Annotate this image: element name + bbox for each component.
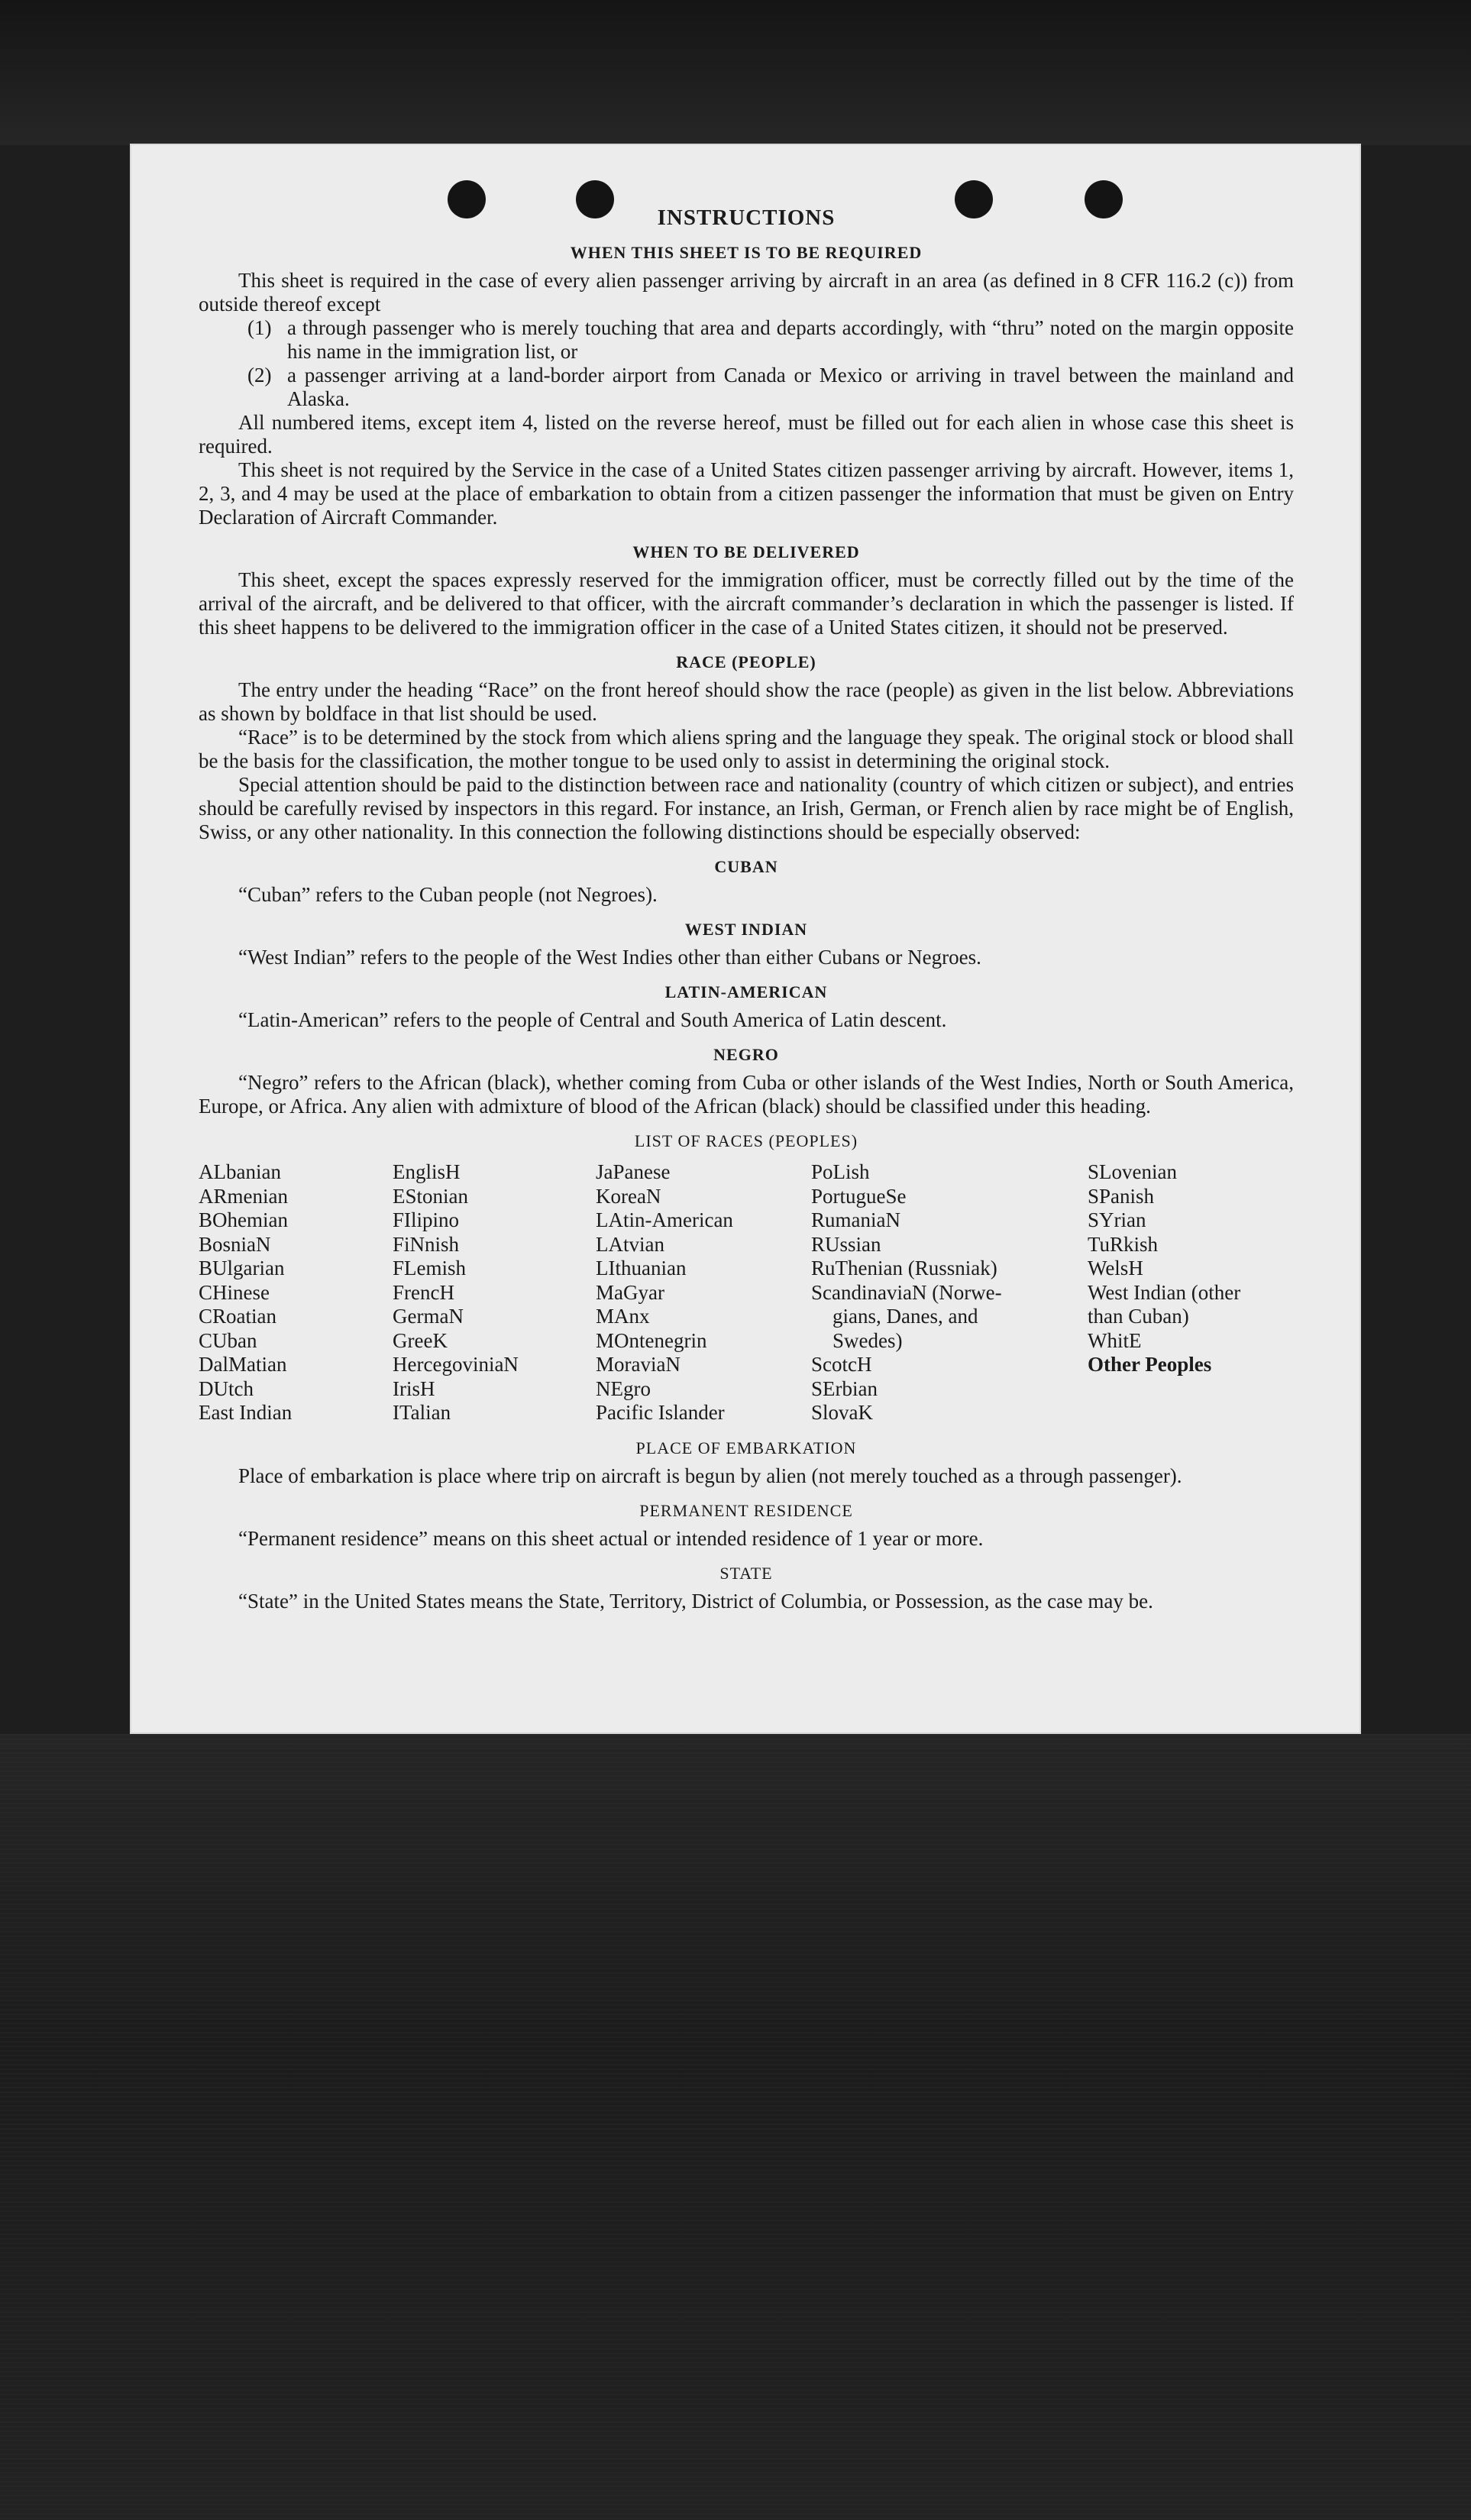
race-entry: than Cuban) (1088, 1305, 1189, 1328)
item-number: (1) (247, 316, 272, 339)
paragraph: “Permanent residence” means on this sheet actual or intended residence of 1 year or more. (238, 1526, 984, 1550)
race-entry: Swedes) (832, 1328, 903, 1352)
paragraph: “Negro” refers to the African (black), whether coming from Cuba or other islands of the West Indies, North or South America, Europe, or Africa. Any alien with admixture of blood of the African (black) should be classified under this heading. (199, 1071, 1294, 1118)
race-entry: ITalian (393, 1401, 451, 1424)
item-text: a through passenger who is merely touching that area and departs accordingly, with “thru” noted on the margin opposite his name in the immigration list, or (287, 316, 1294, 363)
race-column (811, 1160, 1088, 1425)
race-entry: ScotcH (811, 1353, 872, 1376)
page-title: INSTRUCTIONS (657, 205, 836, 230)
race-entry: Other Peoples (1088, 1353, 1212, 1376)
film-margin-top (0, 0, 1471, 145)
section-heading: WHEN TO BE DELIVERED (632, 542, 860, 561)
race-entry: LAtvian (596, 1232, 664, 1256)
race-entry: FrencH (393, 1280, 454, 1304)
race-entry: BUlgarian (199, 1257, 285, 1279)
film-margin-bottom (0, 1734, 1471, 2520)
section-heading: LATIN-AMERICAN (664, 982, 828, 1001)
race-entry: GermaN (393, 1305, 464, 1328)
paragraph: All numbered items, except item 4, listed on the reverse hereof, must be filled out for each alien in whose case this sheet is required. (199, 411, 1294, 458)
race-entry: RUssian (811, 1232, 881, 1256)
race-entry: WelsH (1088, 1257, 1143, 1279)
race-entry: SlovaK (811, 1401, 873, 1424)
race-entry: ARmenian (199, 1184, 288, 1208)
race-entry: KoreaN (596, 1184, 661, 1208)
section-heading: PERMANENT RESIDENCE (639, 1500, 853, 1520)
race-entry: MAnx (596, 1305, 650, 1328)
race-entry: CUban (199, 1328, 257, 1352)
item-number: (2) (247, 364, 272, 387)
race-entry: TuRkish (1088, 1232, 1159, 1256)
race-column (596, 1160, 811, 1425)
race-entry: MaGyar (596, 1280, 664, 1304)
race-entry: MoraviaN (596, 1353, 681, 1376)
race-entry: PoLish (811, 1160, 870, 1183)
paragraph: “West Indian” refers to the people of the West Indies other than either Cubans or Negroes. (238, 946, 981, 969)
section-heading: STATE (719, 1563, 773, 1583)
list-item (247, 316, 1294, 364)
section-heading: WHEN THIS SHEET IS TO BE REQUIRED (570, 243, 923, 262)
race-list (199, 1160, 1294, 1425)
race-entry: JaPanese (596, 1160, 671, 1183)
paragraph: This sheet is not required by the Service in the case of a United States citizen passenger arriving by aircraft. However, items 1, 2, 3, and 4 may be used at the place of embarkation to obtain from a citizen passenger the information that must be given on Entry Declaration of Aircraft Commander. (199, 458, 1294, 529)
race-entry: SPanish (1088, 1184, 1155, 1208)
section-heading: CUBAN (714, 857, 778, 876)
race-entry: SErbian (811, 1376, 878, 1400)
paragraph: This sheet, except the spaces expressly reserved for the immigration officer, must be correctly filled out by the time of the arrival of the aircraft, and be delivered to that officer, with the aircraft commander’s declaration in which the passenger is listed. If this sheet happens to be delivered to the immigration officer in the case of a United States citizen, it should not be preserved. (199, 568, 1294, 639)
race-entry: SLovenian (1088, 1160, 1177, 1183)
race-column (393, 1160, 596, 1425)
race-entry: East Indian (199, 1401, 293, 1424)
race-entry: PortugueSe (811, 1184, 907, 1208)
race-entry: WhitE (1088, 1328, 1142, 1352)
race-entry: NEgro (596, 1376, 651, 1400)
race-entry: HercegoviniaN (393, 1353, 519, 1376)
section-heading: PLACE OF EMBARKATION (635, 1438, 857, 1457)
race-entry: MOntenegrin (596, 1328, 707, 1352)
paragraph: This sheet is required in the case of every alien passenger arriving by aircraft in an area (as defined in 8 CFR 116.2 (c)) from outside thereof except (199, 269, 1294, 315)
paragraph: “State” in the United States means the State, Territory, District of Columbia, or Possession, as the case may be. (238, 1589, 1153, 1613)
race-entry: LAtin-American (596, 1208, 733, 1231)
race-entry: FIlipino (393, 1208, 460, 1231)
section-heading: NEGRO (713, 1045, 779, 1064)
race-entry: EStonian (393, 1184, 468, 1208)
paragraph: The entry under the heading “Race” on the front hereof should show the race (people) as given in the list below. Abbreviations as shown by boldface in that list should be used. (199, 678, 1294, 725)
race-entry: BOhemian (199, 1208, 288, 1231)
race-entry: Pacific Islander (596, 1401, 725, 1424)
paragraph: “Cuban” refers to the Cuban people (not Negroes). (238, 883, 658, 906)
race-entry: FLemish (393, 1257, 467, 1279)
race-entry: ALbanian (199, 1160, 281, 1183)
race-entry: FiNnish (393, 1232, 460, 1256)
race-entry: GreeK (393, 1328, 448, 1352)
paragraph: Place of embarkation is place where trip on aircraft is begun by alien (not merely touched as a through passenger). (238, 1464, 1182, 1487)
race-entry: West Indian (other (1088, 1280, 1241, 1304)
list-item (247, 364, 1294, 411)
race-entry: RumaniaN (811, 1208, 900, 1231)
paragraph: Special attention should be paid to the distinction between race and nationality (country of which citizen or subject), and entries should be carefully revised by inspectors in this regard. For instance, an Irish, German, or French alien by race might be of English, Swiss, or any other nationality. In this connection the following distinctions should be especially observed: (199, 773, 1294, 843)
race-entry: DUtch (199, 1376, 254, 1400)
race-entry: CRoatian (199, 1305, 276, 1328)
race-entry: gians, Danes, and (832, 1305, 978, 1328)
document-body (199, 206, 1294, 1613)
section-heading: RACE (PEOPLE) (676, 652, 816, 671)
section-heading: LIST OF RACES (PEOPLES) (634, 1131, 858, 1150)
race-column (1088, 1160, 1294, 1425)
section-heading: WEST INDIAN (684, 920, 808, 939)
race-column (199, 1160, 393, 1425)
race-entry: LIthuanian (596, 1257, 687, 1279)
item-text: a passenger arriving at a land-border airport from Canada or Mexico or arriving in travel between the mainland and Alaska. (287, 364, 1294, 410)
race-entry: CHinese (199, 1280, 270, 1304)
race-entry: RuThenian (Russniak) (811, 1257, 997, 1279)
race-entry: DalMatian (199, 1353, 287, 1376)
race-entry: IrisH (393, 1376, 435, 1400)
paragraph: “Latin-American” refers to the people of Central and South America of Latin descent. (238, 1008, 947, 1031)
paragraph: “Race” is to be determined by the stock from which aliens spring and the language they speak. The original stock or blood shall be the basis for the classification, the mother tongue to be used only to assist in determining the original stock. (199, 726, 1294, 772)
document-sheet (131, 145, 1359, 1732)
race-entry: BosniaN (199, 1232, 271, 1256)
race-entry: SYrian (1088, 1208, 1146, 1231)
race-entry: ScandinaviaN (Norwe- (811, 1280, 1002, 1304)
race-entry: EnglisH (393, 1160, 461, 1183)
